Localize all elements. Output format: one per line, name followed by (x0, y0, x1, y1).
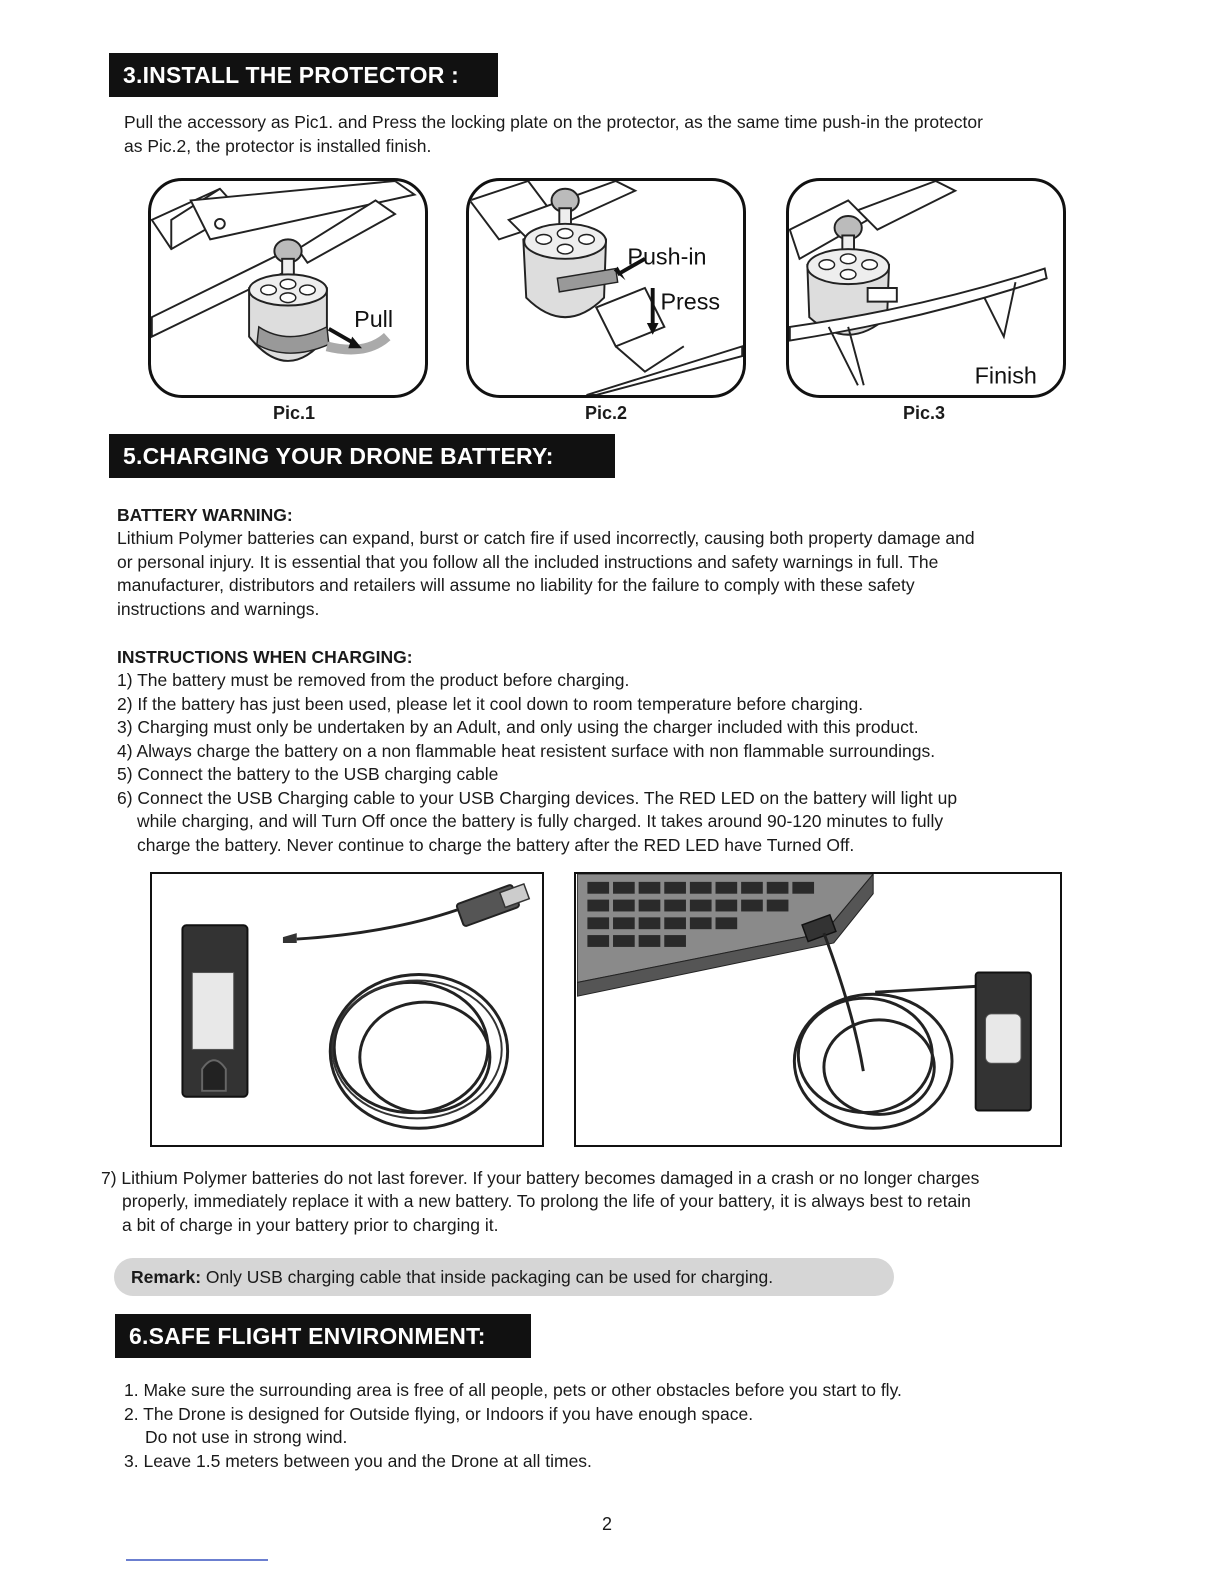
laptop-charging-photo (574, 872, 1062, 1147)
pic2-press-label: Press (660, 288, 721, 315)
pic2-caption: Pic.2 (584, 403, 628, 423)
battery-warning-line-4: instructions and warnings. (117, 599, 320, 619)
instruction-6: 6) Connect the USB Charging cable to your USB Charging devices. The RED LED on the battery will light up (117, 788, 958, 808)
safe-flight-item-3: 3. Leave 1.5 meters between you and the Drone at all times. (124, 1451, 592, 1471)
pic2-push-in-label: Push-in (627, 243, 707, 270)
remark-label: Remark: (131, 1267, 202, 1287)
pic3-finish-label: Finish (974, 362, 1037, 389)
install-intro-line-1: Pull the accessory as Pic1. and Press the locking plate on the protector, as the same time push-in the protector (124, 112, 983, 132)
instruction-3: 3) Charging must only be undertaken by an Adult, and only using the charger included with this product. (117, 717, 919, 737)
battery-cable-photo (150, 872, 544, 1147)
item7-line-1: 7) Lithium Polymer batteries do not last forever. If your battery becomes damaged in a crash or no longer charges (101, 1168, 980, 1188)
instruction-6-cont-2: charge the battery. Never continue to charge the battery after the RED LED have Turned Off. (137, 835, 855, 855)
battery-warning-line-1: Lithium Polymer batteries can expand, burst or catch fire if used incorrectly, causing both property damage and (117, 528, 975, 548)
instruction-4: 4) Always charge the battery on a non flammable heat resistent surface with non flammable surroundings. (117, 741, 936, 761)
item7-line-3: a bit of charge in your battery prior to charging it. (122, 1215, 499, 1235)
instruction-1: 1) The battery must be removed from the product before charging. (117, 670, 630, 690)
item7-line-2: properly, immediately replace it with a new battery. To prolong the life of your battery, it is always best to retain (122, 1191, 971, 1211)
safe-flight-item-2: 2. The Drone is designed for Outside flying, or Indoors if you have enough space. (124, 1404, 754, 1424)
pic1-pull-label: Pull (354, 305, 394, 332)
pic1-caption: Pic.1 (272, 403, 316, 423)
safe-flight-item-2-cont: Do not use in strong wind. (145, 1427, 348, 1447)
battery-warning-line-2: or personal injury. It is essential that you follow all the included instructions and safety warnings in full. The (117, 552, 939, 572)
section-heading-install-protector: 3.INSTALL THE PROTECTOR : (109, 53, 498, 97)
remark-text: Only USB charging cable that inside packaging can be used for charging. (201, 1267, 774, 1287)
battery-warning-line-3: manufacturer, distributors and retailers will assume no liability for the failure to comply with these safety (117, 575, 915, 595)
page-number: 2 (601, 1514, 612, 1534)
pic2-illustration (466, 178, 746, 398)
pic3-caption: Pic.3 (902, 403, 946, 423)
footer-divider (126, 1559, 268, 1561)
instruction-6-cont-1: while charging, and will Turn Off once the battery is fully charged. It takes around 90-120 minutes to fully (137, 811, 944, 831)
instruction-2: 2) If the battery has just been used, please let it cool down to room temperature before charging. (117, 694, 864, 714)
instructions-title: INSTRUCTIONS WHEN CHARGING: (117, 647, 413, 667)
remark-callout (114, 1258, 894, 1296)
install-intro-line-2: as Pic.2, the protector is installed finish. (124, 136, 432, 156)
pic1-illustration (148, 178, 428, 398)
battery-warning-title: BATTERY WARNING: (117, 505, 293, 525)
safe-flight-item-1: 1. Make sure the surrounding area is free of all people, pets or other obstacles before you start to fly. (124, 1380, 902, 1400)
instruction-5: 5) Connect the battery to the USB charging cable (117, 764, 499, 784)
pic3-illustration (786, 178, 1066, 398)
section-heading-charging-battery: 5.CHARGING YOUR DRONE BATTERY: (109, 434, 615, 478)
section-heading-safe-flight: 6.SAFE FLIGHT ENVIRONMENT: (115, 1314, 531, 1358)
